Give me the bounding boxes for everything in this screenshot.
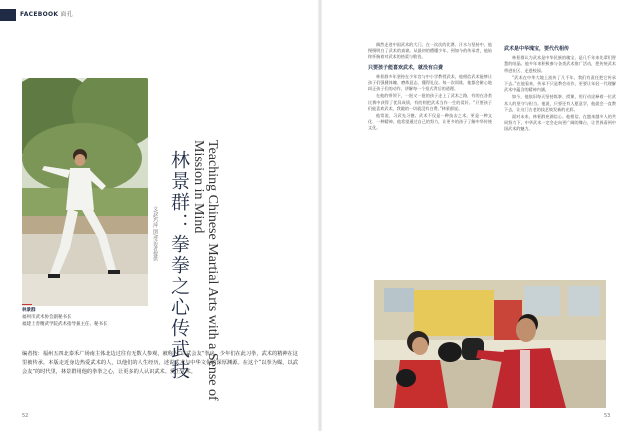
section-heading: 武术是中华瑰宝，要代代相传 bbox=[504, 46, 570, 52]
paragraph: 偶然走进中国武术的大门，在一次次的比赛、汗水与坚持中，他慢慢明白了武术的真谛。从最初的懵懂少年，到如今的传承者，他始终怀揣着对武术的热爱与敬畏。 bbox=[368, 42, 492, 60]
paragraph: 面对未来，林景群充满信心。他相信，在越来越多人的共同努力下，中华武术一定会走向更广阔的舞台，让世界看到中国武术的魅力。 bbox=[504, 114, 616, 132]
page-gutter bbox=[318, 0, 322, 431]
caption-name: 林景群 bbox=[22, 308, 36, 313]
paragraph: 他常说，习武先习德。武术不仅是一种技击之术，更是一种文化、一种精神。他希望通过自己的努力，让更多的孩子了解中华传统文化。 bbox=[368, 113, 492, 131]
paragraph: 如今，他依旧每天坚持练拳、授课，用行动诠释着一位武术人的坚守与担当。他说，只要还有人愿意学，他就会一直教下去，让这门古老的技艺焕发新的光彩。 bbox=[504, 94, 616, 112]
english-title: Teaching Chinese Martial Arts with a Sense of Mission in Mind bbox=[191, 140, 220, 401]
byline: 文/赵巧萍 图/受访者提供 bbox=[152, 206, 158, 261]
page-number-right: 53 bbox=[604, 413, 611, 419]
portrait-photo bbox=[22, 78, 148, 306]
header-brand: FACEBOOK bbox=[20, 11, 59, 18]
page-number-left: 52 bbox=[22, 413, 29, 419]
caption-line-2: 福建上善精武学院武术指导兼主任、秘书长 bbox=[22, 322, 108, 327]
caption-line-1: 福州市武术协会副秘书长 bbox=[22, 315, 72, 320]
article-column-1 bbox=[368, 42, 492, 133]
paragraph: 林景群多年坚持在少年宫与中小学教授武术，他相信武术能够让孩子们强健体魄、磨炼意志、懂得礼仪。每一次训练，他都会耐心地纠正孩子们的动作，讲解每一个招式背后的道理。 bbox=[368, 73, 492, 92]
paragraph: 在他的带领下，一批又一批的孩子走上了武术之路，有的在各类比赛中获得了优异成绩，有的则把武术当作一生的爱好。“只要孩子们能喜欢武术，我做的一切就没有白费。”林景群说。 bbox=[368, 93, 492, 111]
photo-caption bbox=[22, 304, 182, 328]
boxing-training-photo-illustration bbox=[374, 280, 606, 408]
training-photo bbox=[374, 280, 606, 408]
article-column-2 bbox=[504, 42, 616, 134]
section-header bbox=[20, 9, 73, 21]
header-section: 面孔 bbox=[60, 11, 73, 18]
header-bar bbox=[0, 9, 16, 21]
tai-chi-photo-illustration bbox=[22, 78, 148, 306]
section-heading: 只要孩子能喜欢武术，就没有白费 bbox=[368, 64, 444, 71]
editor-note: 编者按：福州五四北泰禾广场南主体北边过往有无数人参观，被称为“以武会友”拳房。少年们在此习拳，武术的精神在这里被传承。本版走近身边热爱武术的人，以他们的人生经历，述说武术与中华文化的深厚渊源。在这个“以拳为媒，以武会友”的时代里，林景群用他的拳拳之心，让更多的人认识武术、爱上武术。 bbox=[22, 351, 298, 375]
chinese-title: 林景群：拳拳之心传武技 bbox=[168, 150, 190, 381]
paragraph: “武术在中华大地上流传了几千年，我们有责任把它传承下去。”在他看来，传承不只是教会动作，更要让年轻一代理解武术中蕴含的精神内涵。 bbox=[504, 74, 616, 93]
caption-rule bbox=[22, 304, 32, 305]
paragraph: 林景群认为武术是中华民族的瑰宝，是几千年来先辈们智慧的结晶。他多年来积极参与各类武术推广活动，把传统武术带进社区、走进校园。 bbox=[504, 55, 616, 73]
